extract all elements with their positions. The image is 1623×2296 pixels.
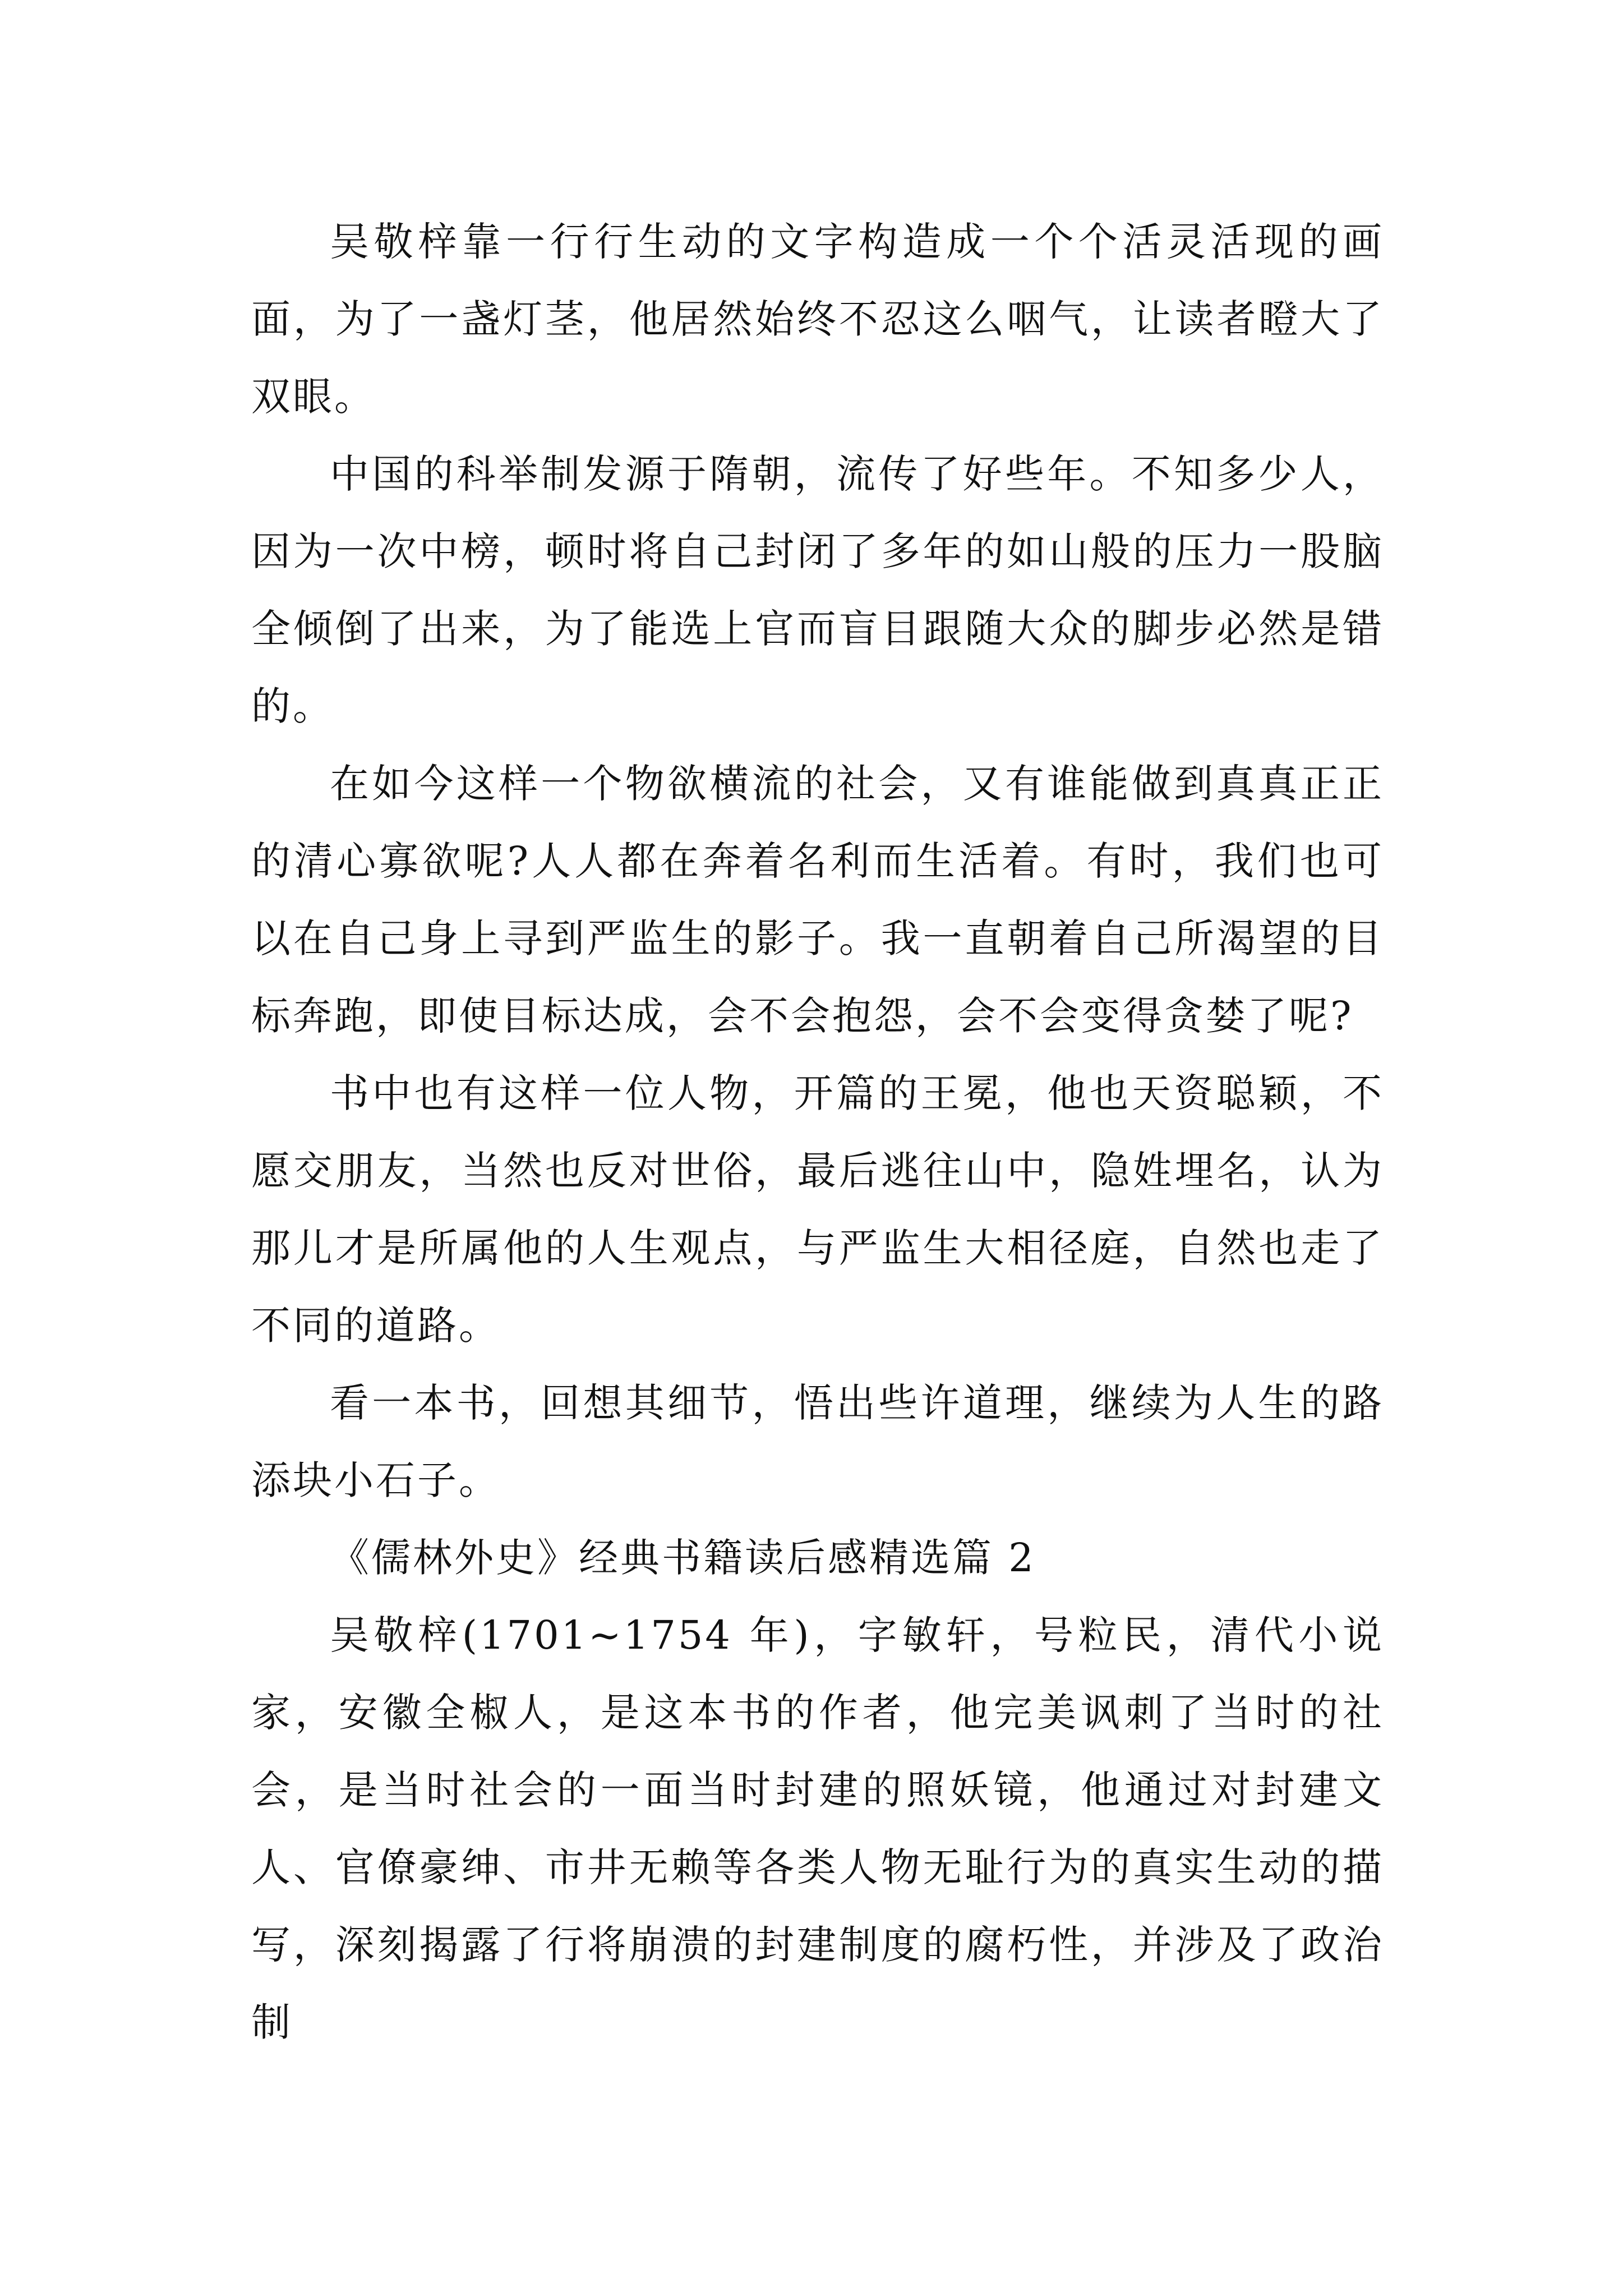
paragraph-3: 在如今这样一个物欲横流的社会，又有谁能做到真真正正的清心寡欲呢?人人都在奔着名利而生活着。有时，我们也可以在自己身上寻到严监生的影子。我一直朝着自己所渴望的目标奔跑，即使目标达成，会不会抱怨，会不会变得贪婪了呢? — [251, 761, 1384, 1039]
paragraph-1: 吴敬梓靠一行行生动的文字构造成一个个活灵活现的画面，为了一盏灯茎，他居然始终不忍这么咽气，让读者瞪大了双眼。 — [251, 219, 1384, 420]
document-body — [251, 203, 1384, 2061]
paragraph-2: 中国的科举制发源于隋朝，流传了好些年。不知多少人，因为一次中榜，顿时将自己封闭了多年的如山般的压力一股脑全倾倒了出来，为了能选上官而盲目跟随大众的脚步必然是错的。 — [251, 451, 1384, 729]
paragraph-6: 吴敬梓(1701~1754 年)，字敏轩，号粒民，清代小说家，安徽全椒人，是这本书的作者，他完美讽刺了当时的社会，是当时社会的一面当时封建的照妖镜，他通过对封建文人、官僚豪绅、市井无赖等各类人物无耻行为的真实生动的描写，深刻揭露了行将崩溃的封建制度的腐朽性，并涉及了政治制 — [251, 1612, 1384, 2045]
paragraph-4: 书中也有这样一位人物，开篇的王冕，他也天资聪颖，不愿交朋友，当然也反对世俗，最后逃往山中，隐姓埋名，认为那儿才是所属他的人生观点，与严监生大相径庭，自然也走了不同的道路。 — [251, 1070, 1384, 1349]
paragraph-5: 看一本书，回想其细节，悟出些许道理，继续为人生的路添块小石子。 — [251, 1380, 1384, 1503]
section-heading: 《儒林外史》经典书籍读后感精选篇 2 — [330, 1535, 1036, 1581]
